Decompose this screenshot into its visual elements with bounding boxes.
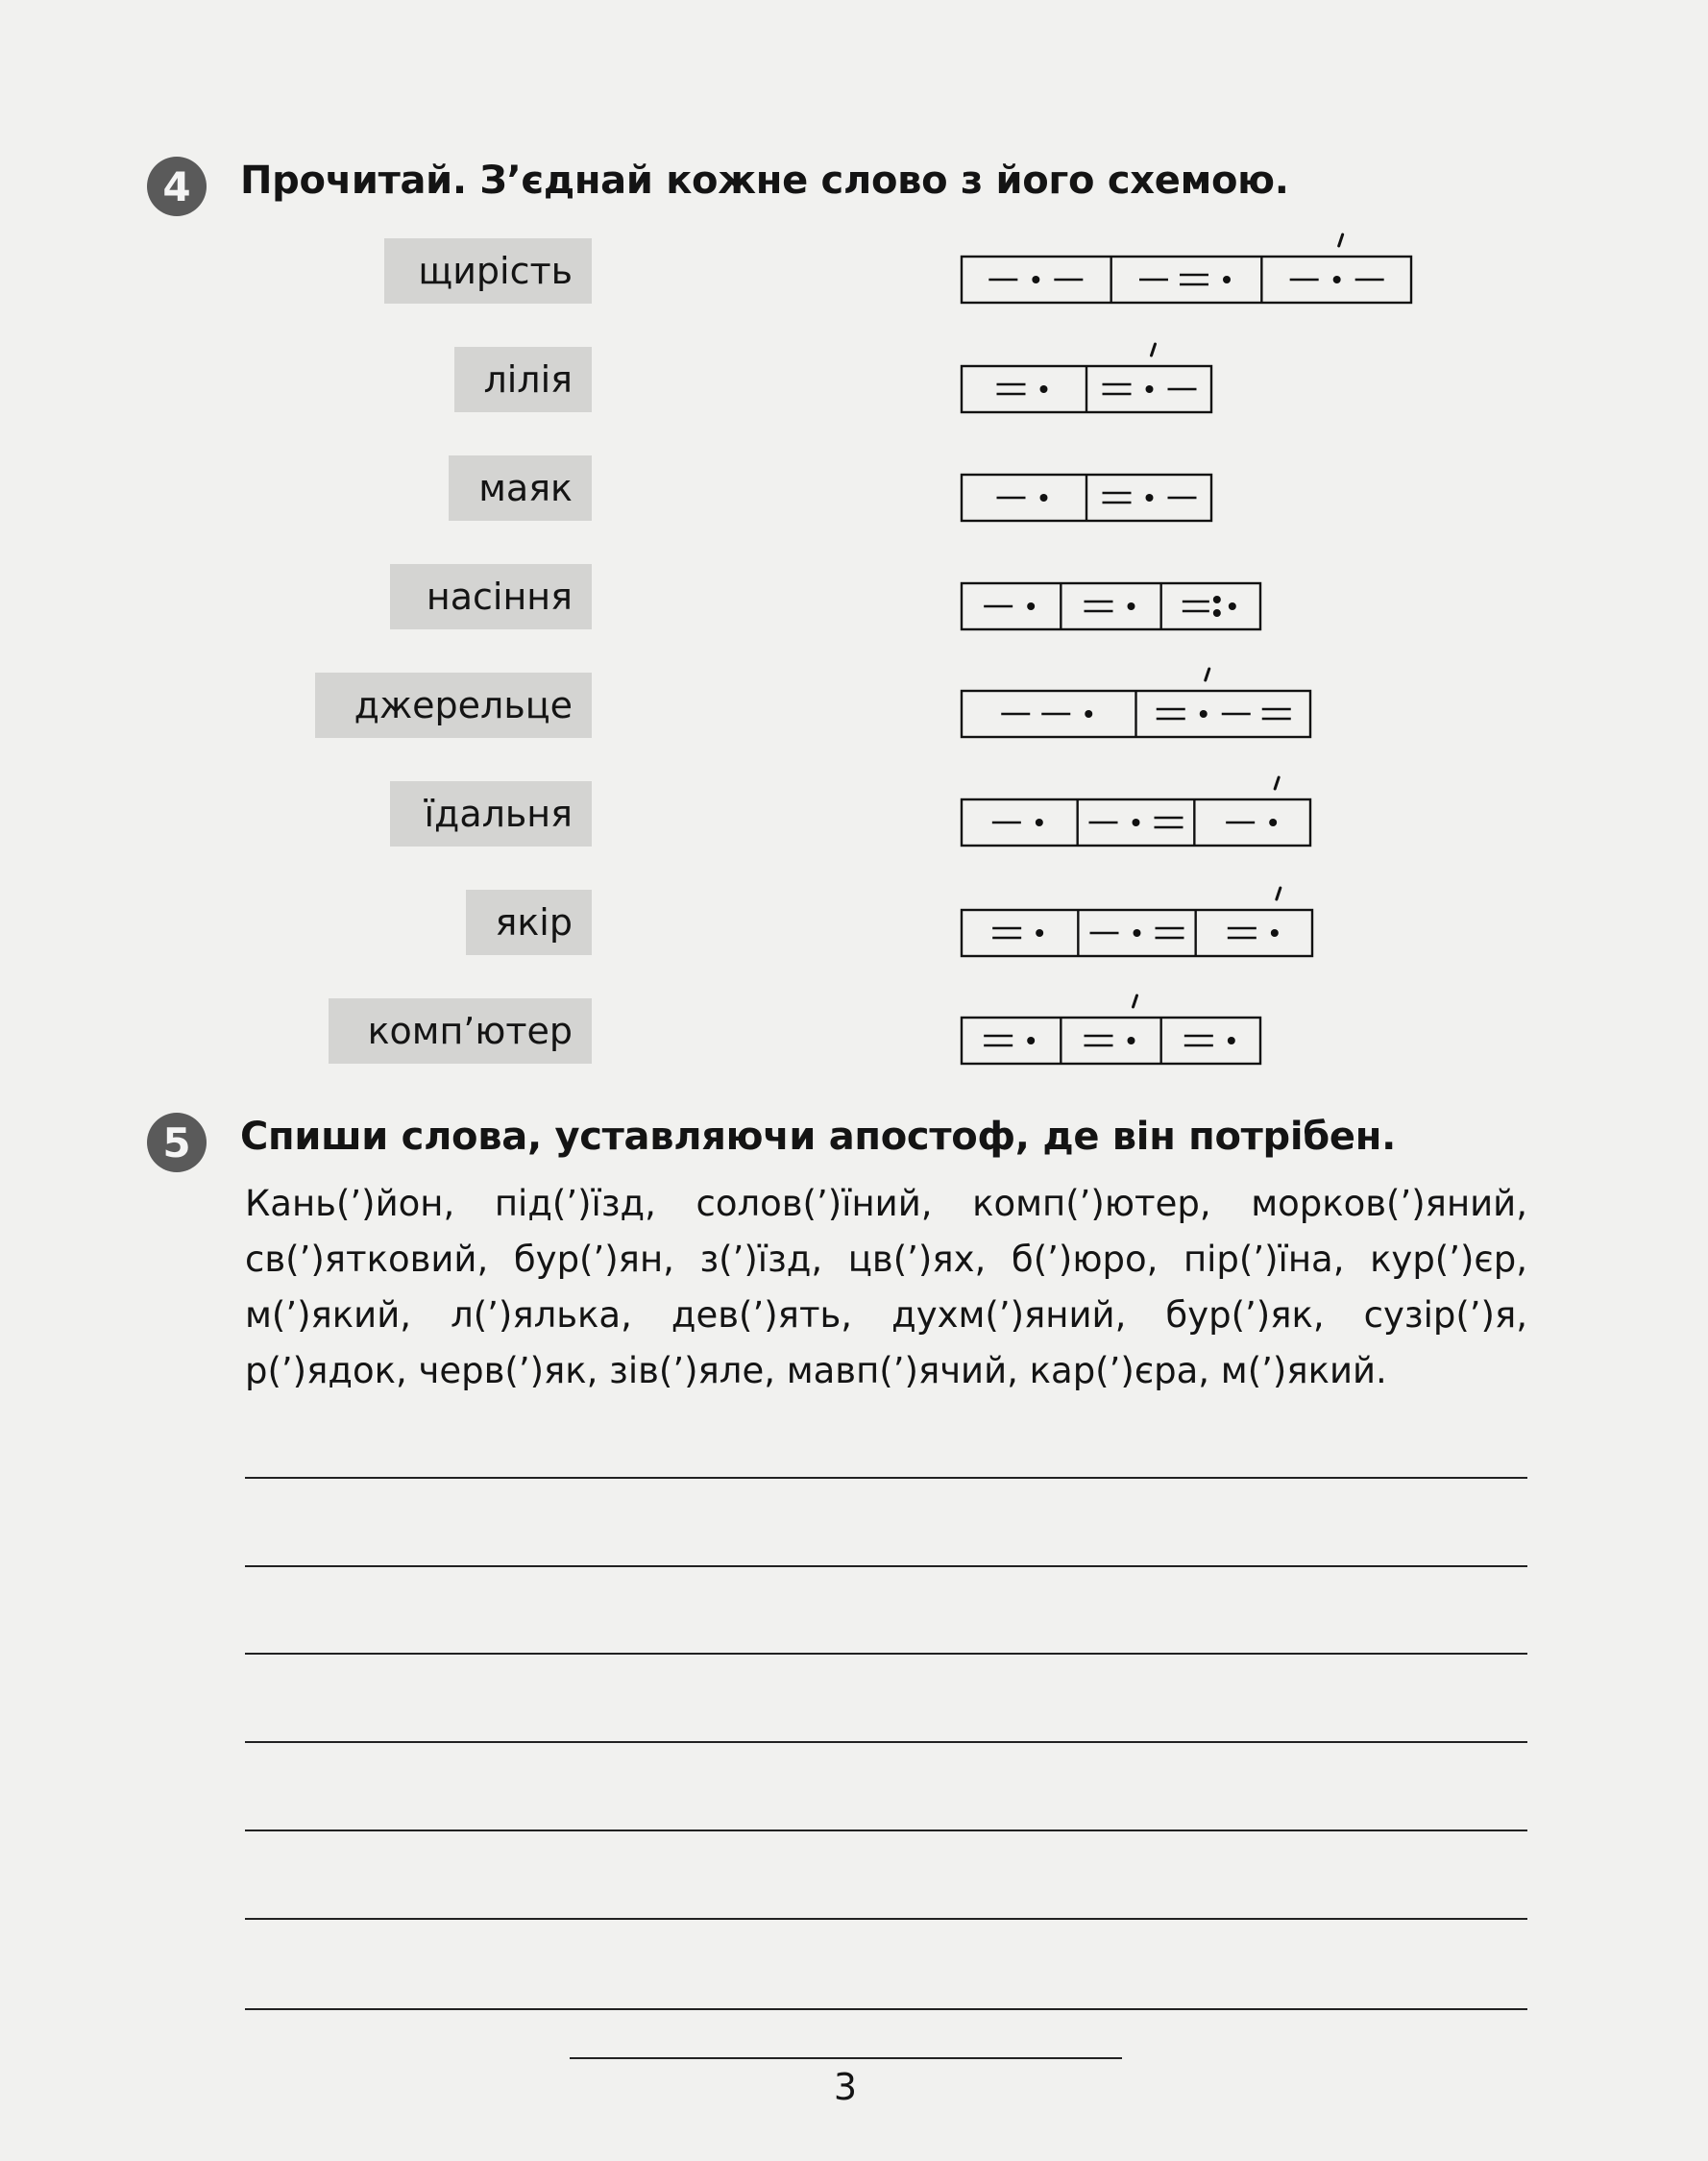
word-scheme-7[interactable] <box>961 1017 1261 1065</box>
word-label-4[interactable]: джерельце <box>315 673 592 738</box>
writing-line-5[interactable] <box>245 1829 1527 1831</box>
writing-line-7[interactable] <box>245 2008 1527 2010</box>
task-5-number-badge: 5 <box>147 1113 207 1172</box>
task-5-line-2: м(’)який, л(’)ялька, дев(’)ять, духм(’)яний, бур(’)як, сузір(’)я, <box>245 1294 1527 1336</box>
writing-line-4[interactable] <box>245 1741 1527 1743</box>
task-5-line-0: Кань(’)йон, під(’)їзд, солов(’)їний, комп(’)ютер, морков(’)яний, <box>245 1183 1527 1224</box>
writing-line-3[interactable] <box>245 1653 1527 1655</box>
task-5-line-1: св(’)ятковий, бур(’)ян, з(’)їзд, цв(’)ях, б(’)юро, пір(’)їна, кур(’)єр, <box>245 1239 1527 1280</box>
word-scheme-6[interactable] <box>961 909 1313 957</box>
word-scheme-0[interactable] <box>961 256 1412 304</box>
word-label-2[interactable]: маяк <box>449 455 592 521</box>
word-scheme-4[interactable] <box>961 690 1311 738</box>
task-5-line-3: р(’)ядок, черв(’)як, зів(’)яле, мавп(’)ячий, кар(’)єра, м(’)який. <box>245 1350 1387 1391</box>
footer-rule <box>570 2057 1122 2059</box>
word-label-7[interactable]: комп’ютер <box>329 998 592 1064</box>
word-label-0[interactable]: щирість <box>384 238 592 304</box>
writing-line-1[interactable] <box>245 1477 1527 1479</box>
writing-line-6[interactable] <box>245 1918 1527 1920</box>
word-scheme-2[interactable] <box>961 474 1212 522</box>
word-label-1[interactable]: лілія <box>454 347 592 412</box>
word-scheme-1[interactable] <box>961 365 1212 413</box>
task-4-title: Прочитай. З’єднай кожне слово з його схемою. <box>240 159 1289 203</box>
word-scheme-5[interactable] <box>961 798 1311 847</box>
word-label-6[interactable]: якір <box>466 890 592 955</box>
word-label-5[interactable]: їдальня <box>390 781 592 847</box>
task-5-title: Спиши слова, уставляючи апостоф, де він потрібен. <box>240 1115 1396 1159</box>
task-4-number-badge: 4 <box>147 157 207 216</box>
word-label-3[interactable]: насіння <box>390 564 592 629</box>
task-5-word-list <box>245 1176 1527 1399</box>
writing-line-2[interactable] <box>245 1565 1527 1567</box>
word-scheme-3[interactable] <box>961 582 1261 630</box>
page-number: 3 <box>833 2066 858 2108</box>
